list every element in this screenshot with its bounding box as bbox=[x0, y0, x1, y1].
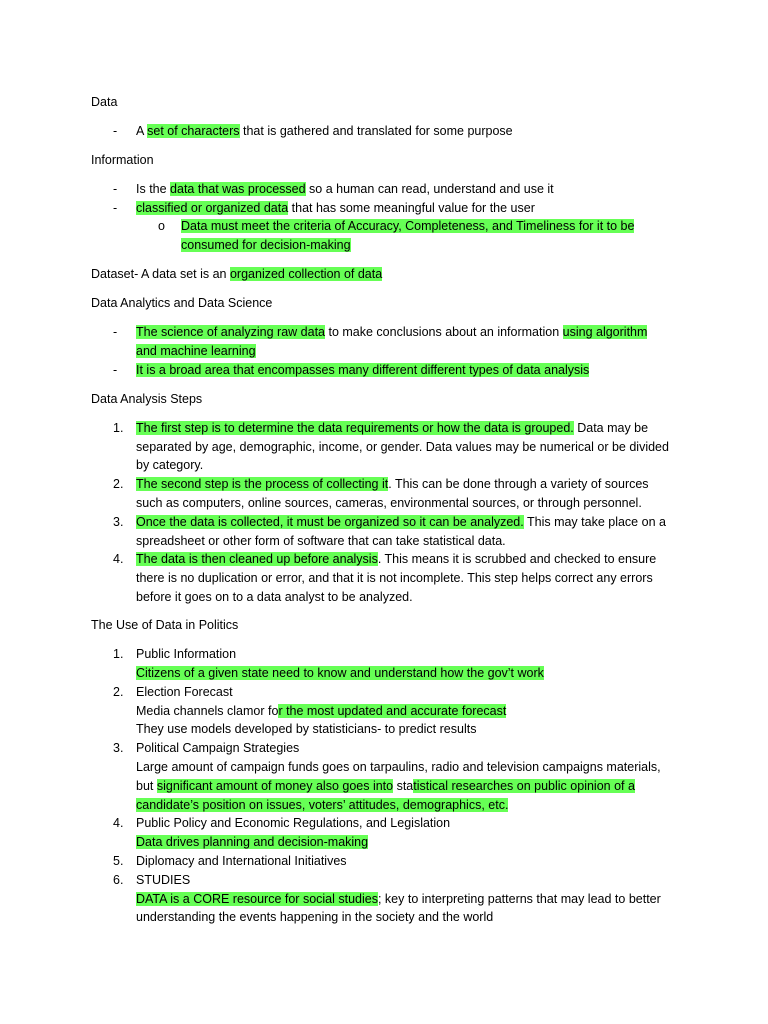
sub-list-item-cont: consumed for decision-making bbox=[181, 238, 351, 252]
bullet-dash: - bbox=[113, 325, 118, 339]
politics-item-text: They use models developed by statisticians- to predict results bbox=[136, 722, 477, 736]
politics-item-text: but significant amount of money also goes into statistical researches on public opinion of a bbox=[136, 779, 635, 793]
politics-item-title: Public Information bbox=[136, 647, 237, 661]
politics-number: 3. bbox=[113, 741, 124, 755]
heading-analysis-steps: Data Analysis Steps bbox=[91, 392, 203, 406]
politics-number: 1. bbox=[113, 647, 124, 661]
list-item-cont: separated by age, demographic, income, or gender. Data values may be numerical or be divided bbox=[136, 440, 669, 454]
list-item-cont: there is no duplication or error, and that it is not incomplete. This step helps correct any errors bbox=[136, 571, 653, 585]
list-item: The first step is to determine the data requirements or how the data is grouped. Data may be bbox=[136, 421, 649, 435]
politics-item-title: Political Campaign Strategies bbox=[136, 741, 300, 755]
list-item: The data is then cleaned up before analysis. This means it is scrubbed and checked to ensure bbox=[136, 552, 657, 566]
list-item: Is the data that was processed so a human can read, understand and use it bbox=[136, 182, 554, 196]
politics-item-text: Citizens of a given state need to know and understand how the gov’t work bbox=[136, 666, 544, 680]
step-number: 4. bbox=[113, 552, 124, 566]
step-number: 2. bbox=[113, 477, 124, 491]
heading-data: Data bbox=[91, 95, 118, 109]
sub-list-item: Data must meet the criteria of Accuracy, Completeness, and Timeliness for it to be bbox=[181, 219, 635, 233]
list-item: The science of analyzing raw data to make conclusions about an information using algorithm bbox=[136, 325, 648, 339]
politics-item-text: DATA is a CORE resource for social studies; key to interpreting patterns that may lead to better bbox=[136, 892, 661, 906]
list-item-cont: before it goes on to a data analyst to be analyzed. bbox=[136, 590, 413, 604]
politics-item-text: Data drives planning and decision-making bbox=[136, 835, 369, 849]
heading-data-analytics: Data Analytics and Data Science bbox=[91, 296, 273, 310]
list-item-cont: and machine learning bbox=[136, 344, 256, 358]
bullet-dash: - bbox=[113, 182, 118, 196]
list-item-cont: by category. bbox=[136, 458, 204, 472]
politics-item-title: Public Policy and Economic Regulations, and Legislation bbox=[136, 816, 451, 830]
politics-item-title: STUDIES bbox=[136, 873, 191, 887]
politics-item-title: Diplomacy and International Initiatives bbox=[136, 854, 347, 868]
bullet-dash: - bbox=[113, 363, 118, 377]
list-item: The second step is the process of collecting it. This can be done through a variety of sources bbox=[136, 477, 649, 491]
bullet-dash: - bbox=[113, 201, 118, 215]
step-number: 1. bbox=[113, 421, 124, 435]
politics-number: 4. bbox=[113, 816, 124, 830]
heading-information: Information bbox=[91, 153, 154, 167]
heading-politics: The Use of Data in Politics bbox=[91, 618, 239, 632]
dataset-definition: Dataset- A data set is an organized collection of data bbox=[91, 267, 383, 281]
politics-item-text: understanding the events happening in the society and the world bbox=[136, 910, 494, 924]
circle-bullet-icon: o bbox=[158, 219, 165, 233]
politics-number: 6. bbox=[113, 873, 124, 887]
list-item: A set of characters that is gathered and translated for some purpose bbox=[136, 124, 513, 138]
step-number: 3. bbox=[113, 515, 124, 529]
list-item: Once the data is collected, it must be organized so it can be analyzed. This may take place on a bbox=[136, 515, 666, 529]
politics-item-text: Media channels clamor for the most updated and accurate forecast bbox=[136, 704, 507, 718]
list-item-cont: such as computers, online sources, cameras, environmental sources, or through personnel. bbox=[136, 496, 642, 510]
list-item: classified or organized data that has some meaningful value for the user bbox=[136, 201, 535, 215]
politics-item-text: Large amount of campaign funds goes on tarpaulins, radio and television campaigns materials, bbox=[136, 760, 661, 774]
politics-item-title: Election Forecast bbox=[136, 685, 233, 699]
list-item: It is a broad area that encompasses many different different types of data analysis bbox=[136, 363, 590, 377]
politics-number: 5. bbox=[113, 854, 124, 868]
politics-number: 2. bbox=[113, 685, 124, 699]
bullet-dash: - bbox=[113, 124, 118, 138]
list-item-cont: spreadsheet or other form of software that can take statistical data. bbox=[136, 534, 506, 548]
politics-item-text: candidate’s position on issues, voters’ attitudes, demographics, etc. bbox=[136, 798, 509, 812]
